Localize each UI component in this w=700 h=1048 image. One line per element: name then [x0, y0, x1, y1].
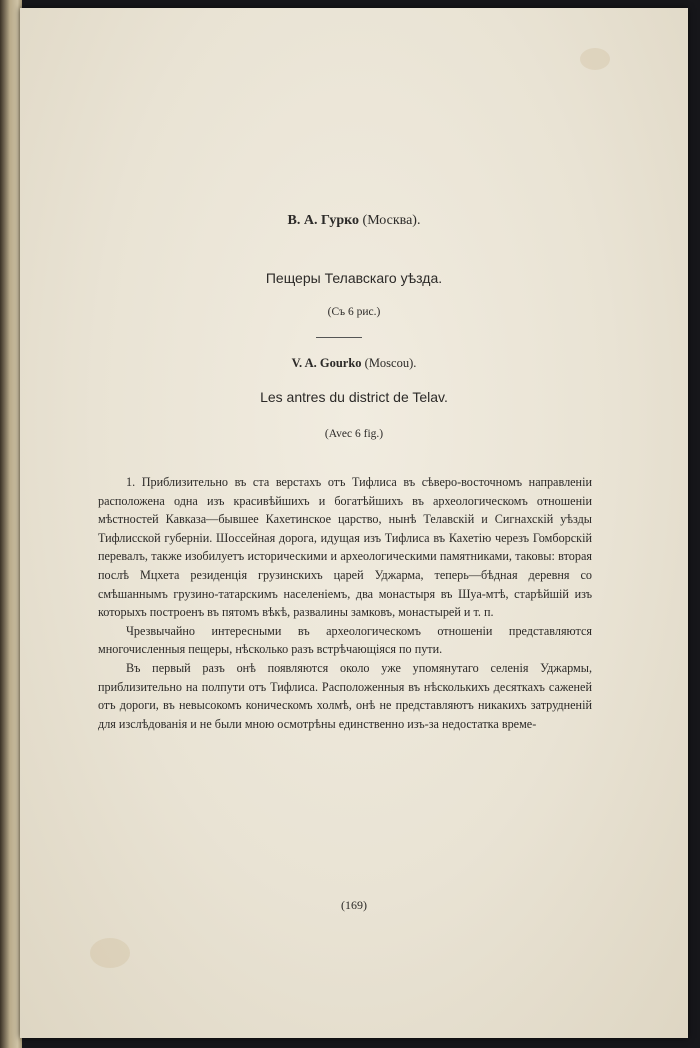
book-cover-edge — [0, 0, 22, 1048]
author-ru-city: (Москва). — [362, 213, 421, 228]
document-page — [20, 8, 688, 1038]
figures-note-fr: (Avec 6 fig.) — [324, 428, 384, 440]
paragraph-3: Въ первый разъ онѣ появляются около уже упомянутаго селенія Уджармы, приблизительно на полпути отъ Тифлиса. Расположенныя въ нѣсколькихъ десяткахъ саженей отъ дороги, въ невысокомъ коническомъ холмѣ, онѣ не представляютъ никакихъ затрудненій для изслѣдованія и не были мною осмотрѣны единственно изъ-за недостатка време- — [98, 660, 592, 731]
author-ru — [20, 213, 688, 229]
article-title-fr: Les antres du district de Telav. — [260, 389, 448, 405]
paper-stain — [90, 938, 130, 968]
author-fr — [20, 356, 688, 371]
author-ru-name: В. А. Гурко — [287, 213, 360, 228]
figures-note-ru: (Съ 6 рис.) — [327, 306, 381, 318]
author-fr-city: (Moscou). — [364, 356, 417, 370]
title-divider — [316, 337, 362, 338]
page-number: (169) — [341, 898, 367, 912]
article-title-ru: Пещеры Телавскаго уѣзда. — [265, 270, 443, 286]
paragraph-1: 1. Приблизительно въ ста верстахъ отъ Тифлиса въ сѣверо-восточномъ направленіи расположена одна изъ красивѣйшихъ и богатѣйшихъ въ археологическомъ отношеніи мѣстностей Кавказа—бывшее Кахетинское царство, нынѣ Телавскій и Сигнахскій уѣзды Тифлисской губерніи. Шоссейная дорога, идущая изъ Тифлиса въ Кахетію черезъ Гомборскій перевалъ, также изобилуетъ историческими и археологическими памятниками, таковы: вторая послѣ Мцхета резиденція грузинскихъ царей Уджарма, теперь—бѣдная деревня со смѣшаннымъ грузино-татарскимъ населеніемъ, два монастыря въ Шуа-мтѣ, старѣйшій изъ которыхъ построенъ въ пятомъ вѣкѣ, развалины замковъ, монастырей и т. п. — [98, 475, 592, 620]
paper-stain — [580, 48, 610, 70]
paragraph-2: Чрезвычайно интересными въ археологическомъ отношеніи представляются многочисленныя пещеры, нѣсколько разъ встрѣчающіяся по пути. — [98, 623, 592, 657]
author-fr-name: V. A. Gourko — [291, 356, 362, 370]
article-body — [98, 473, 592, 733]
